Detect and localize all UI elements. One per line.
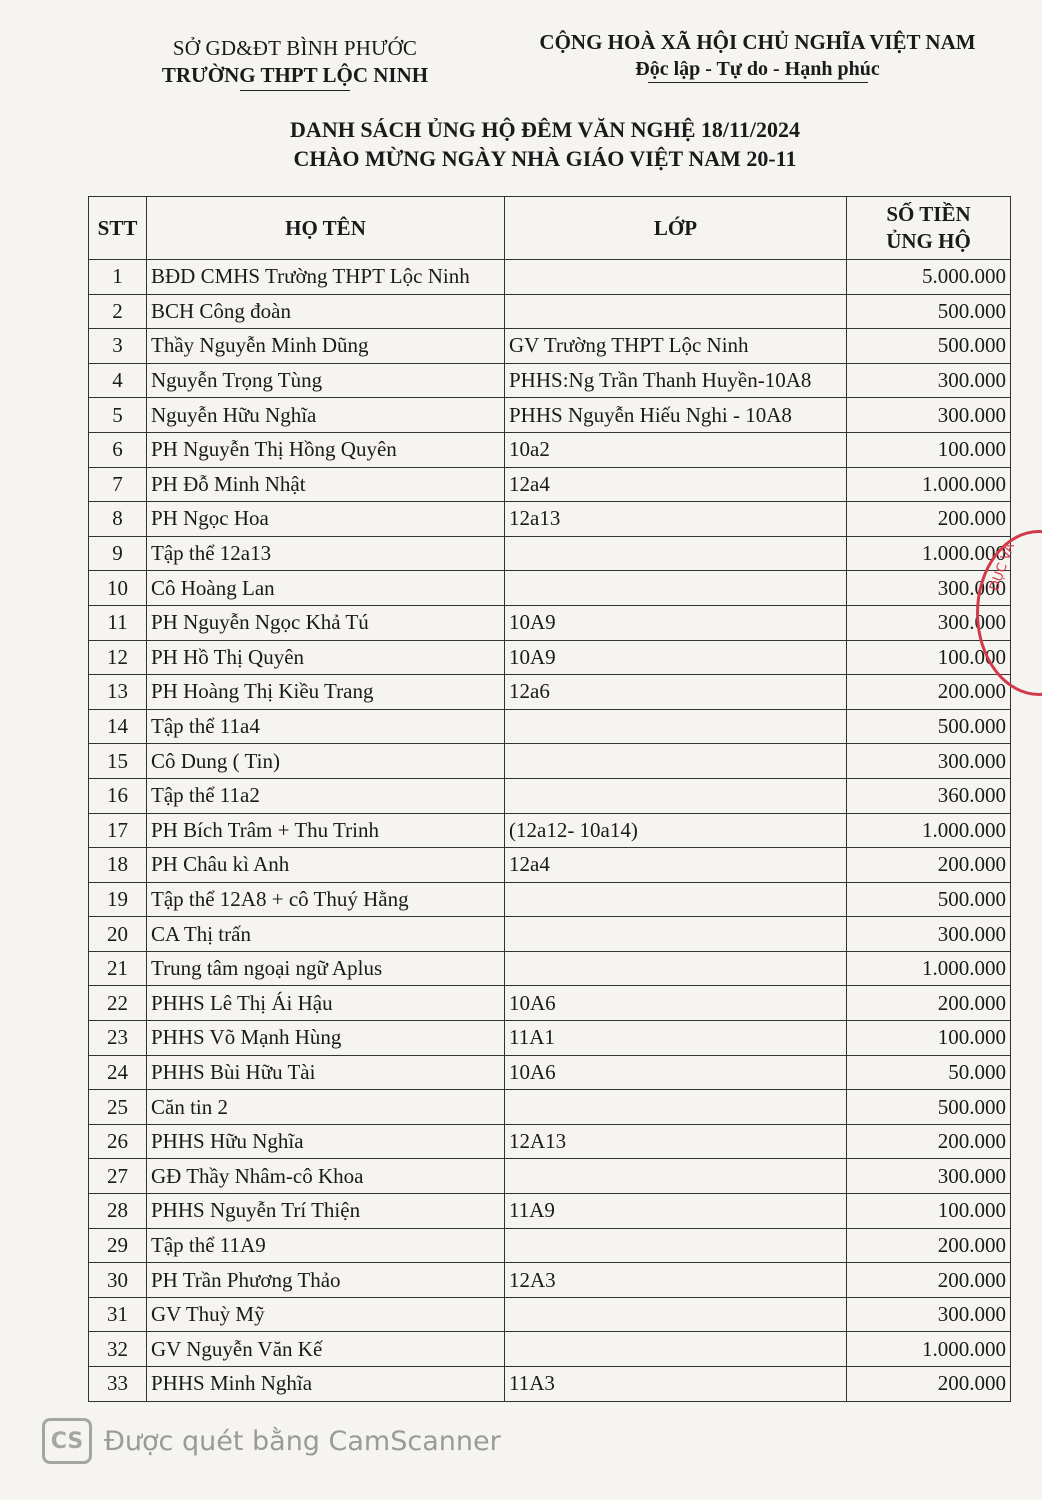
row-name: PH Đỗ Minh Nhật [147, 467, 505, 502]
row-amount: 300.000 [847, 605, 1011, 640]
row-class [505, 882, 847, 917]
table-row [89, 813, 1011, 848]
row-class: 11A3 [505, 1367, 847, 1402]
row-class: (12a12- 10a14) [505, 813, 847, 848]
row-stt: 12 [89, 640, 147, 675]
row-stt: 28 [89, 1194, 147, 1229]
camscanner-watermark [42, 1418, 501, 1464]
row-class: 12a13 [505, 502, 847, 537]
row-class [505, 1228, 847, 1263]
table-row [89, 1021, 1011, 1056]
row-stt: 17 [89, 813, 147, 848]
row-name: PHHS Nguyễn Trí Thiện [147, 1194, 505, 1229]
table-row [89, 536, 1011, 571]
row-amount: 200.000 [847, 1228, 1011, 1263]
column-header-class: LỚP [505, 197, 847, 260]
row-name: BCH Công đoàn [147, 294, 505, 329]
seal-text: DỤC VÀ [987, 541, 1019, 594]
department-name: SỞ GD&ĐT BÌNH PHƯỚC [172, 36, 418, 60]
school-name: TRƯỜNG THPT LỘC NINH [161, 63, 429, 87]
table-row [89, 1367, 1011, 1402]
row-class [505, 1297, 847, 1332]
row-class: PHHS:Ng Trần Thanh Huyền-10A8 [505, 363, 847, 398]
row-stt: 21 [89, 951, 147, 986]
row-class: PHHS Nguyễn Hiếu Nghi - 10A8 [505, 398, 847, 433]
donation-table [88, 196, 1011, 1402]
row-amount: 300.000 [847, 1159, 1011, 1194]
row-name: PH Nguyễn Ngọc Khả Tú [147, 605, 505, 640]
row-stt: 20 [89, 917, 147, 952]
row-stt: 11 [89, 605, 147, 640]
header-left-rule [240, 90, 350, 91]
row-stt: 15 [89, 744, 147, 779]
national-title: CỘNG HOÀ XÃ HỘI CHỦ NGHĨA VIỆT NAM [539, 30, 976, 54]
school-header [145, 36, 445, 91]
row-name: Căn tin 2 [147, 1090, 505, 1125]
row-amount: 300.000 [847, 917, 1011, 952]
row-stt: 2 [89, 294, 147, 329]
row-class: 12A3 [505, 1263, 847, 1298]
row-amount: 1.000.000 [847, 536, 1011, 571]
row-class [505, 917, 847, 952]
row-name: GV Nguyễn Văn Kế [147, 1332, 505, 1367]
row-class [505, 709, 847, 744]
row-class [505, 951, 847, 986]
table-row [89, 917, 1011, 952]
row-amount: 5.000.000 [847, 260, 1011, 295]
row-name: PHHS Võ Mạnh Hùng [147, 1021, 505, 1056]
table-row [89, 1124, 1011, 1159]
row-stt: 16 [89, 778, 147, 813]
row-name: BĐD CMHS Trường THPT Lộc Ninh [147, 260, 505, 295]
row-name: Tập thể 11a2 [147, 778, 505, 813]
amount-header-line-2: ỦNG HỘ [886, 229, 971, 253]
row-name: Nguyễn Trọng Tùng [147, 363, 505, 398]
table-row [89, 363, 1011, 398]
row-amount: 200.000 [847, 1367, 1011, 1402]
row-amount: 300.000 [847, 1297, 1011, 1332]
row-stt: 13 [89, 675, 147, 710]
row-name: PH Trần Phương Thảo [147, 1263, 505, 1298]
row-class [505, 260, 847, 295]
row-class: 12A13 [505, 1124, 847, 1159]
row-stt: 5 [89, 398, 147, 433]
row-class [505, 294, 847, 329]
row-name: GV Thuỳ Mỹ [147, 1297, 505, 1332]
row-amount: 100.000 [847, 640, 1011, 675]
table-row [89, 951, 1011, 986]
row-amount: 200.000 [847, 986, 1011, 1021]
row-stt: 7 [89, 467, 147, 502]
row-stt: 29 [89, 1228, 147, 1263]
row-name: PHHS Minh Nghĩa [147, 1367, 505, 1402]
table-row [89, 744, 1011, 779]
row-stt: 24 [89, 1055, 147, 1090]
table-row [89, 1090, 1011, 1125]
national-header [515, 30, 1000, 83]
table-row [89, 1194, 1011, 1229]
row-class: 10A6 [505, 986, 847, 1021]
row-amount: 360.000 [847, 778, 1011, 813]
row-amount: 200.000 [847, 1124, 1011, 1159]
row-stt: 8 [89, 502, 147, 537]
table-row [89, 1228, 1011, 1263]
row-name: PHHS Hữu Nghĩa [147, 1124, 505, 1159]
row-amount: 1.000.000 [847, 951, 1011, 986]
column-header-name: HỌ TÊN [147, 197, 505, 260]
row-stt: 25 [89, 1090, 147, 1125]
row-stt: 6 [89, 432, 147, 467]
row-amount: 300.000 [847, 398, 1011, 433]
row-amount: 300.000 [847, 363, 1011, 398]
row-name: PHHS Bùi Hữu Tài [147, 1055, 505, 1090]
row-name: Tập thể 11A9 [147, 1228, 505, 1263]
column-header-amount [847, 197, 1011, 260]
table-row [89, 778, 1011, 813]
row-name: Cô Hoàng Lan [147, 571, 505, 606]
row-stt: 1 [89, 260, 147, 295]
row-stt: 31 [89, 1297, 147, 1332]
row-class [505, 571, 847, 606]
row-name: PHHS Lê Thị Ái Hậu [147, 986, 505, 1021]
row-amount: 300.000 [847, 744, 1011, 779]
national-motto: Độc lập - Tự do - Hạnh phúc [635, 58, 880, 80]
row-class [505, 536, 847, 571]
row-stt: 23 [89, 1021, 147, 1056]
row-amount: 200.000 [847, 1263, 1011, 1298]
row-class [505, 778, 847, 813]
row-class: 11A1 [505, 1021, 847, 1056]
row-stt: 33 [89, 1367, 147, 1402]
row-amount: 500.000 [847, 882, 1011, 917]
row-name: PH Ngọc Hoa [147, 502, 505, 537]
row-amount: 200.000 [847, 502, 1011, 537]
header-right-rule [648, 82, 868, 83]
row-stt: 30 [89, 1263, 147, 1298]
row-stt: 27 [89, 1159, 147, 1194]
row-name: CA Thị trấn [147, 917, 505, 952]
row-name: PH Bích Trâm + Thu Trinh [147, 813, 505, 848]
row-name: GĐ Thầy Nhâm-cô Khoa [147, 1159, 505, 1194]
row-name: Thầy Nguyễn Minh Dũng [147, 329, 505, 364]
table-row [89, 467, 1011, 502]
table-row [89, 848, 1011, 883]
row-class [505, 1159, 847, 1194]
table-row [89, 1297, 1011, 1332]
row-class: 10A6 [505, 1055, 847, 1090]
table-row [89, 1263, 1011, 1298]
row-class: 12a6 [505, 675, 847, 710]
row-class [505, 1090, 847, 1125]
row-stt: 32 [89, 1332, 147, 1367]
row-amount: 200.000 [847, 848, 1011, 883]
table-row [89, 1332, 1011, 1367]
row-stt: 4 [89, 363, 147, 398]
row-class: 10A9 [505, 605, 847, 640]
row-name: PH Nguyễn Thị Hồng Quyên [147, 432, 505, 467]
row-name: PH Hồ Thị Quyên [147, 640, 505, 675]
row-class: 11A9 [505, 1194, 847, 1229]
row-class [505, 1332, 847, 1367]
row-amount: 500.000 [847, 709, 1011, 744]
row-amount: 300.000 [847, 571, 1011, 606]
row-stt: 18 [89, 848, 147, 883]
row-class: 10a2 [505, 432, 847, 467]
row-name: Tập thể 12a13 [147, 536, 505, 571]
table-row [89, 675, 1011, 710]
row-name: Nguyễn Hữu Nghĩa [147, 398, 505, 433]
amount-header-line-1: SỐ TIỀN [886, 202, 971, 226]
row-amount: 1.000.000 [847, 1332, 1011, 1367]
table-row [89, 640, 1011, 675]
row-class: 12a4 [505, 848, 847, 883]
table-row [89, 502, 1011, 537]
row-class: GV Trường THPT Lộc Ninh [505, 329, 847, 364]
row-stt: 3 [89, 329, 147, 364]
row-name: Trung tâm ngoại ngữ Aplus [147, 951, 505, 986]
table-row [89, 709, 1011, 744]
table-header-row [89, 197, 1011, 260]
row-name: Cô Dung ( Tin) [147, 744, 505, 779]
row-stt: 9 [89, 536, 147, 571]
row-stt: 10 [89, 571, 147, 606]
row-stt: 19 [89, 882, 147, 917]
row-amount: 1.000.000 [847, 813, 1011, 848]
row-amount: 1.000.000 [847, 467, 1011, 502]
table-row [89, 605, 1011, 640]
table-row [89, 260, 1011, 295]
row-amount: 500.000 [847, 1090, 1011, 1125]
table-row [89, 1159, 1011, 1194]
row-amount: 500.000 [847, 294, 1011, 329]
watermark-text: Được quét bằng CamScanner [104, 1425, 501, 1457]
title-line-1: DANH SÁCH ỦNG HỘ ĐÊM VĂN NGHỆ 18/11/2024 [290, 117, 800, 142]
row-class [505, 744, 847, 779]
table-row [89, 571, 1011, 606]
table-row [89, 329, 1011, 364]
row-amount: 100.000 [847, 432, 1011, 467]
row-stt: 26 [89, 1124, 147, 1159]
row-name: Tập thể 11a4 [147, 709, 505, 744]
row-stt: 22 [89, 986, 147, 1021]
row-amount: 200.000 [847, 675, 1011, 710]
table-row [89, 1055, 1011, 1090]
row-amount: 100.000 [847, 1194, 1011, 1229]
row-name: Tập thể 12A8 + cô Thuý Hằng [147, 882, 505, 917]
row-class: 10A9 [505, 640, 847, 675]
row-name: PH Châu kì Anh [147, 848, 505, 883]
title-line-2: CHÀO MỪNG NGÀY NHÀ GIÁO VIỆT NAM 20-11 [293, 146, 797, 171]
table-row [89, 882, 1011, 917]
document-title [100, 115, 990, 173]
row-amount: 500.000 [847, 329, 1011, 364]
row-name: PH Hoàng Thị Kiều Trang [147, 675, 505, 710]
table-row [89, 294, 1011, 329]
camscanner-logo-icon: CS [42, 1418, 92, 1464]
row-amount: 50.000 [847, 1055, 1011, 1090]
row-amount: 100.000 [847, 1021, 1011, 1056]
column-header-stt: STT [89, 197, 147, 260]
table-row [89, 986, 1011, 1021]
table-row [89, 398, 1011, 433]
row-class: 12a4 [505, 467, 847, 502]
table-row [89, 432, 1011, 467]
row-stt: 14 [89, 709, 147, 744]
